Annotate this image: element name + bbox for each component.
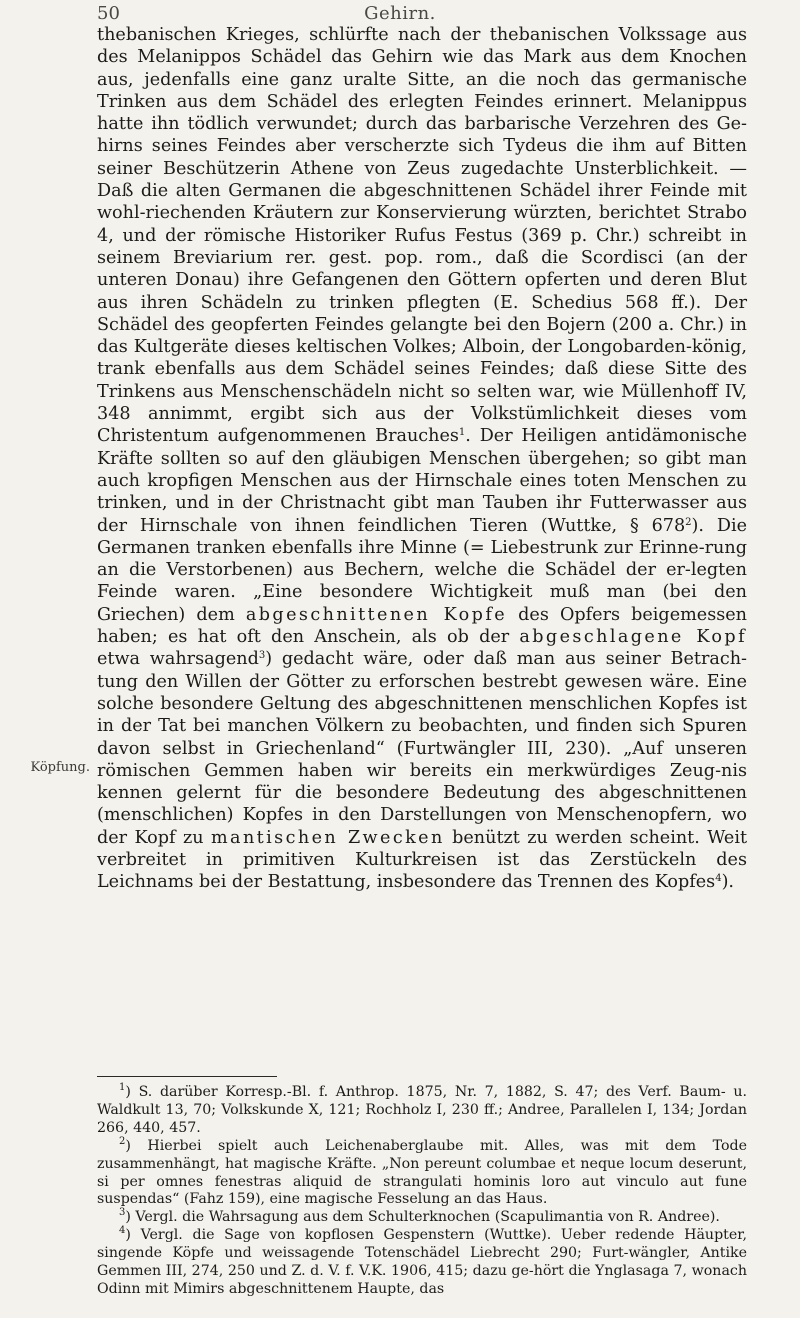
footnote	[97, 1209, 747, 1227]
body-text: ).	[721, 872, 735, 893]
body-paragraph	[97, 24, 747, 894]
main-text	[97, 24, 747, 894]
footnote-ref: 4	[715, 873, 722, 885]
footnote-mark: 1	[119, 1082, 126, 1093]
footnote-text: ) Vergl. die Sage von kopflosen Gespenstern (Wuttke). Ueber redende Häupter, singende Köpfe und weissagende Totenschädel Liebrecht 290; Furt-wängler, Antike Gemmen III, 274, 250 und Z. d. V. f. V.K. 1906, 415; dazu ge-hört die Ynglasaga 7, wonach Odinn mit Mimirs abgeschnittenem Haupte, das	[97, 1227, 747, 1297]
page-number: 50	[97, 3, 120, 24]
footnotes	[97, 1084, 747, 1299]
footnote-mark: 3	[119, 1207, 126, 1219]
body-text: etwa wahrsagend	[97, 649, 259, 670]
footnote-text: ) S. darüber Korresp.-Bl. f. Anthrop. 1875, Nr. 7, 1882, S. 47; des Verf. Baum- u. Waldkult 13, 70; Volkskunde X, 121; Rochholz I, 230 ff.; Andree, Parallelen I, 134; Jordan 266, 440, 457.	[97, 1084, 747, 1136]
body-text: thebanischen Krieges, schlürfte nach der thebanischen Volkssage aus des Melanippos Schädel das Gehirn wie das Mark aus dem Knochen aus, jedenfalls eine ganz uralte Sitte, an die noch das germanische Trinken aus dem Schädel des erlegten Feindes erinnert. Melanippus hatte ihn tödlich verwundet; durch das barbarische Verzehren des Ge-hirns seines Feindes aber verscherzte sich Tydeus die ihm auf Bitten seiner Beschützerin Athene von Zeus zugedachte Unsterblichkeit. — Daß die alten Germanen die abgeschnittenen Schädel ihrer Feinde mit wohl-riechenden Kräutern zur Konservierung würzten, berichtet Strabo 4, und der römische Historiker Rufus Festus (369 p. Chr.) schreibt in seinem Breviarium rer. gest. pop. rom., daß die Scordisci (an der unteren Donau) ihre Gefangenen den Göttern opferten und deren Blut aus ihren Schädeln zu trinken pflegten (E. Schedius 568 ff.). Der Schädel des geopferten Feindes gelangte bei den Bojern (200 a. Chr.) in das Kultgeräte dieses keltischen Volkes; Alboin, der Longobarden-könig, trank ebenfalls aus dem Schädel seines Feindes; daß diese Sitte des Trinkens aus Menschenschädeln nicht so selten war, wie Müllenhoff IV, 348 annimmt, ergibt sich aus der Volkstümlichkeit dieses vom Christentum aufgenommenen Brauches	[97, 25, 747, 447]
footnote-ref: 1	[458, 427, 466, 439]
footnote-divider	[97, 1076, 277, 1077]
footnote-ref: 2	[685, 516, 692, 528]
emphasized-text: abgeschlagene Kopf	[519, 627, 747, 648]
body-text: benützt zu werden scheint. Weit verbreitet in primitiven Kulturkreisen ist das Zerstückeln des Leichnams bei der Bestattung, insbesondere das Trennen des Kopfes	[97, 827, 748, 893]
emphasized-text: mantischen Zwecken	[210, 827, 445, 848]
footnote-text: ) Hierbei spielt auch Leichenaberglaube mit. Alles, was mit dem Tode zusammenhängt, hat magische Kräfte. „Non pereunt columbae et neque locum deserunt, si per omnes fenestras aliquid de strangulati hominis loro aut vinculo aut fune suspendas“ (Fahz 159), eine magische Fesselung an das Haus.	[97, 1137, 747, 1208]
body-text: ). Die Germanen tranken ebenfalls ihre Minne (= Liebestrunk zur Erinne-rung an die Verstorbenen) aus Bechern, welche die Schädel der er-legten Feinde waren. „Eine besondere Wichtigkeit muß man (bei den Griechen) dem	[97, 515, 747, 625]
footnote	[97, 1227, 747, 1299]
running-title: Gehirn.	[364, 3, 436, 24]
footnote-ref: 3	[258, 650, 266, 662]
body-text: ) gedacht wäre, oder daß man aus seiner Betrach-tung den Willen der Götter zu erforschen bestrebt gewesen wäre. Eine solche besondere Geltung des abgeschnittenen menschlichen Kopfes ist in der Tat bei manchen Völkern zu beobachten, und finden sich Spuren davon selbst in Griechenland“ (Furtwängler III, 230). „Auf unseren römischen Gemmen haben wir bereits ein merkwürdiges Zeug-nis kennen gelernt für die besondere Bedeutung des abgeschnittenen (menschlichen) Kopfes in den Darstellungen von Menschenopfern, wo der Kopf zu	[97, 649, 747, 848]
footnote-text: ) Vergl. die Wahrsagung aus dem Schulterknochen (Scapulimantia von R. Andree).	[125, 1209, 720, 1226]
footnote	[97, 1135, 747, 1210]
footnote-mark: 4	[119, 1225, 126, 1237]
body-text: . Der Heiligen antidämonische Kräfte sollten so auf den gläubigen Menschen übergehen; so gibt man auch kropfigen Menschen aus der Hirnschale eines toten Menschen zu trinken, und in der Christnacht gibt man Tauben ihr Futterwasser aus der Hirnschale von ihnen feindlichen Tieren (Wuttke, § 678	[97, 426, 747, 536]
footnote-mark: 2	[119, 1135, 126, 1147]
margin-note: Köpfung.	[30, 760, 90, 775]
body-text: des Opfers beigemessen haben; es hat oft den Anschein, als ob der	[97, 604, 748, 648]
emphasized-text: abgeschnittenen Kopfe	[245, 604, 508, 625]
footnote	[97, 1084, 747, 1138]
